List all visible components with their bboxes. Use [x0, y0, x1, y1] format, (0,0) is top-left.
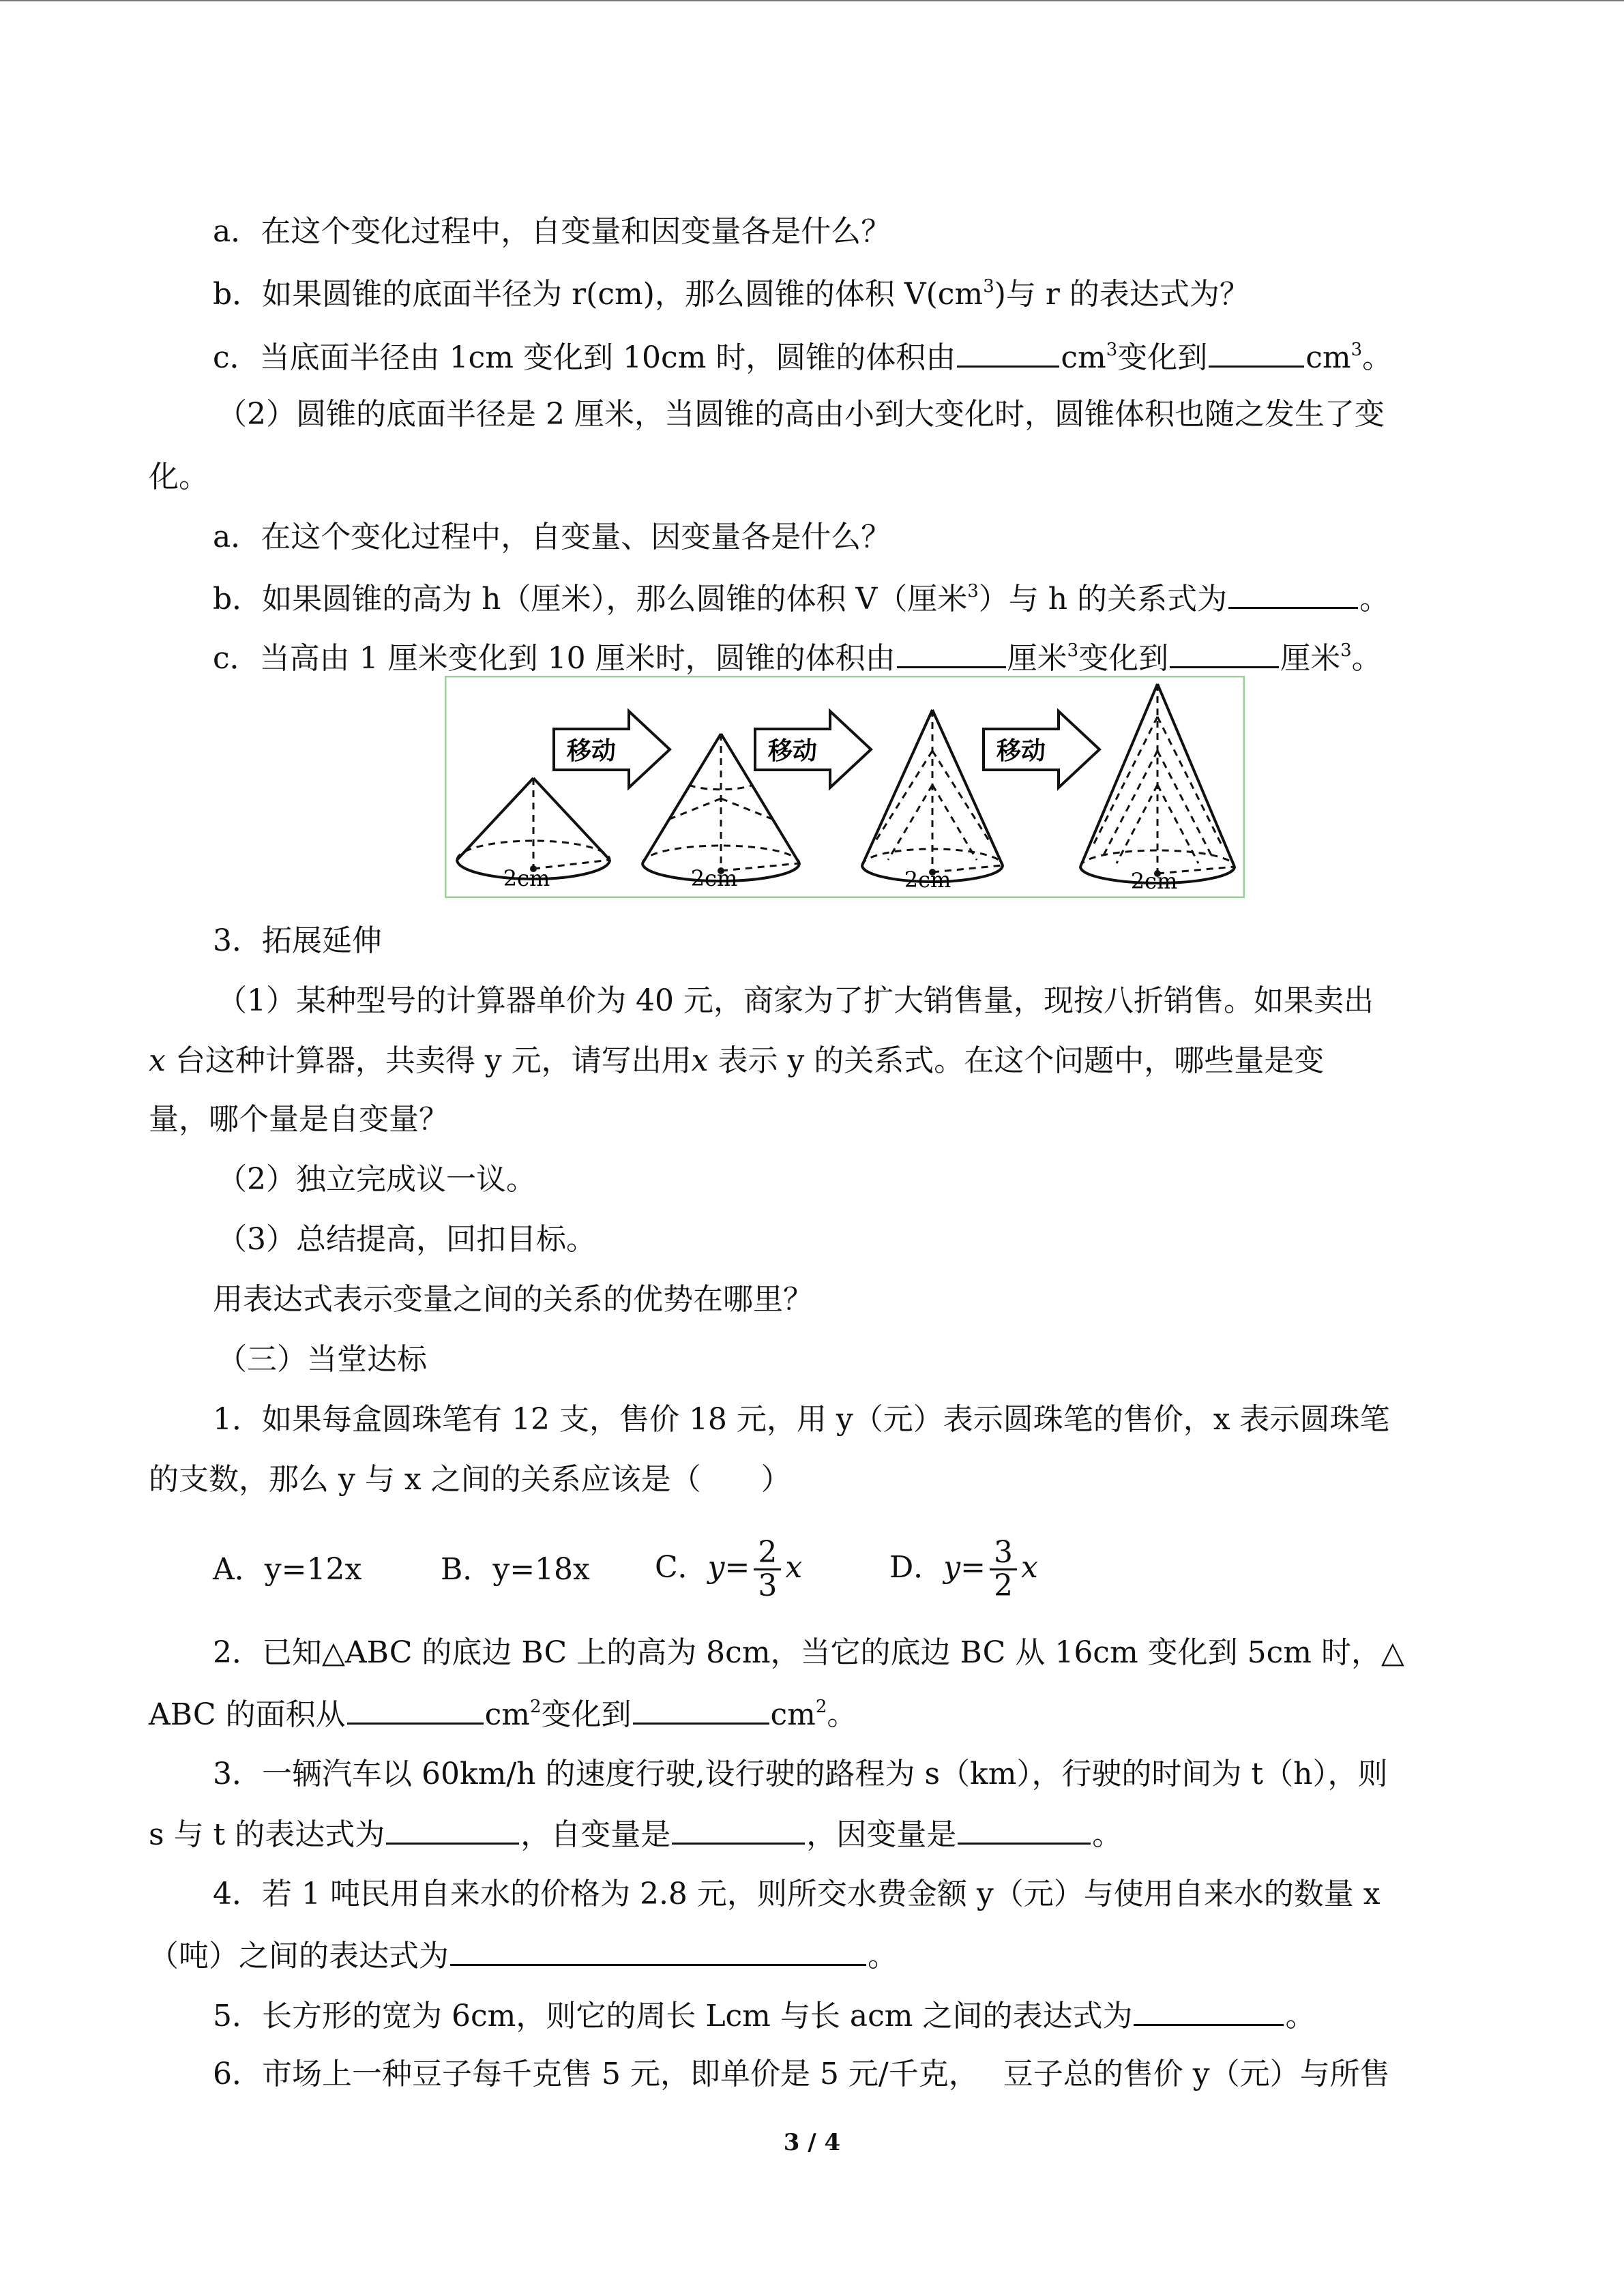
text-line — [213, 1634, 1404, 1672]
superscript: 3 — [1340, 640, 1352, 661]
text-line — [213, 578, 1389, 623]
option-b[interactable] — [441, 1551, 645, 1589]
text: cm — [1305, 340, 1351, 375]
text-line — [217, 1161, 536, 1199]
answer-blank[interactable] — [672, 1814, 805, 1845]
answer-blank[interactable] — [347, 1694, 484, 1725]
answer-blank[interactable] — [1228, 578, 1358, 609]
text: D． — [889, 1550, 944, 1585]
answer-blank[interactable] — [897, 638, 1006, 668]
text: cm — [484, 1697, 530, 1732]
arrow-label: 移动 — [996, 737, 1046, 765]
text: 用表达式表示变量之间的关系的优势在哪里？ — [213, 1282, 813, 1317]
text: cm — [770, 1697, 816, 1732]
text: cm — [1061, 340, 1106, 375]
answer-blank[interactable] — [1209, 337, 1304, 368]
answer-blank[interactable] — [386, 1814, 519, 1845]
text: 。 — [868, 1939, 898, 1973]
text: 。 — [827, 1697, 857, 1732]
text: （3）总结提高，回扣目标。 — [217, 1222, 596, 1257]
text: x — [149, 1043, 166, 1078]
text-line — [213, 213, 891, 251]
text: 变化到 — [541, 1697, 632, 1732]
text: 厘米 — [1007, 641, 1067, 676]
text-line — [149, 1042, 1324, 1080]
text: 变化到 — [1117, 340, 1208, 375]
radius-label: 2cm — [690, 865, 738, 891]
text-line — [213, 1755, 1387, 1793]
superscript: 2 — [529, 1697, 542, 1717]
text: （2）圆锥的底面半径是 2 厘米，当圆锥的高由小到大变化时，圆锥体积也随之发生了变 — [217, 397, 1385, 432]
text-line — [217, 1221, 596, 1259]
text: 量，哪个量是自变量？ — [149, 1102, 449, 1137]
text: （吨）之间的表达式为 — [149, 1939, 449, 1973]
page-number: 3 / 4 — [783, 2129, 841, 2156]
text-line — [213, 1875, 1381, 1913]
text: （1）某种型号的计算器单价为 40 元，商家为了扩大销售量，现按八折销售。如果卖出 — [217, 983, 1374, 1018]
superscript: 3 — [1106, 340, 1118, 360]
text-line — [213, 1281, 813, 1319]
superscript: 3 — [967, 581, 979, 601]
text: ，自变量是 — [520, 1817, 671, 1852]
superscript: 3 — [1350, 340, 1363, 360]
option-c[interactable] — [655, 1537, 880, 1602]
text: 厘米 — [1280, 641, 1341, 676]
radius-label: 2cm — [1130, 868, 1178, 894]
text: ，因变量是 — [806, 1817, 957, 1852]
figure-border — [445, 676, 1244, 897]
text-line — [149, 1935, 898, 1976]
answer-blank[interactable] — [1170, 638, 1279, 668]
text: 。 — [1359, 582, 1390, 616]
text: 4．若 1 吨民用自来水的价格为 2.8 元，则所交水费金额 y（元）与使用自来水的数量 x — [213, 1877, 1381, 1911]
answer-blank[interactable] — [1134, 1995, 1284, 2026]
text: x — [691, 1043, 709, 1078]
choice-options — [213, 1537, 1094, 1602]
arrow-label: 移动 — [767, 737, 818, 765]
text: 。 — [1351, 641, 1382, 676]
text: 。 — [1092, 1817, 1123, 1852]
text: x — [785, 1550, 803, 1585]
text: （三）当堂达标 — [217, 1342, 427, 1377]
superscript: 3 — [1067, 640, 1079, 661]
text: a．在这个变化过程中，自变量和因变量各是什么？ — [213, 214, 891, 249]
text: ）与 h 的关系式为 — [978, 582, 1228, 616]
section-heading — [217, 1341, 427, 1379]
text-line — [213, 337, 1392, 381]
text: 3．一辆汽车以 60km/h 的速度行驶,设行驶的路程为 s（km），行驶的时间为 t（h），则 — [213, 1757, 1388, 1791]
answer-blank[interactable] — [958, 1814, 1091, 1845]
radius-label: 2cm — [503, 865, 550, 891]
text: 。 — [1362, 340, 1393, 375]
text: b．如果圆锥的高为 h（厘米），那么圆锥的体积 V（厘米 — [213, 582, 968, 616]
section-heading — [213, 922, 382, 960]
radius-label: 2cm — [904, 867, 951, 893]
text: x — [1021, 1550, 1038, 1585]
fraction: $\frac{2}{3}$ — [754, 1537, 781, 1602]
cone-figure — [445, 676, 1245, 898]
answer-blank[interactable] — [633, 1694, 769, 1725]
text: s 与 t 的表达式为 — [149, 1817, 385, 1852]
text: ABC 的面积从 — [149, 1697, 346, 1732]
option-d[interactable] — [889, 1537, 1094, 1602]
arrow-label: 移动 — [566, 737, 617, 765]
text-line — [149, 1694, 857, 1738]
text: 。 — [1285, 1999, 1316, 2033]
text: A．y=12x — [213, 1551, 362, 1587]
text: 台这种计算器，共卖得 y 元，请写出用 — [165, 1043, 692, 1078]
answer-blank[interactable] — [450, 1935, 866, 1966]
text: 表示 y 的关系式。在这个问题中，哪些量是变 — [708, 1043, 1325, 1078]
text: y — [707, 1550, 725, 1585]
text-line — [149, 1461, 791, 1499]
text: 1．如果每盒圆珠笔有 12 支，售价 18 元，用 y（元）表示圆珠笔的售价，x 表示圆珠笔 — [213, 1402, 1390, 1437]
text: 5．长方形的宽为 6cm，则它的周长 Lcm 与长 acm 之间的表达式为 — [213, 1999, 1133, 2033]
superscript: 2 — [815, 1697, 827, 1717]
text-line — [149, 1814, 1122, 1854]
text: b．如果圆锥的底面半径为 r(cm)，那么圆锥的体积 V(cm — [213, 277, 984, 312]
text: 3．拓展延伸 — [213, 923, 382, 958]
text: )与 r 的表达式为？ — [994, 277, 1250, 312]
option-a[interactable] — [213, 1551, 431, 1589]
text: 2．已知△ABC 的底边 BC 上的高为 8cm，当它的底边 BC 从 16cm 变化到 5cm 时，△ — [213, 1635, 1404, 1670]
text-line — [217, 396, 1385, 434]
text-line — [149, 1101, 449, 1139]
text: y — [943, 1550, 961, 1585]
text: 化。 — [149, 460, 209, 494]
answer-blank[interactable] — [957, 337, 1059, 368]
text-line — [213, 1401, 1390, 1439]
text-line — [213, 275, 1250, 318]
text: B．y=18x — [441, 1551, 590, 1587]
text: 的支数，那么 y 与 x 之间的关系应该是（ ） — [149, 1462, 791, 1497]
text: c．当高由 1 厘米变化到 10 厘米时，圆锥的体积由 — [213, 641, 896, 676]
text: a．在这个变化过程中，自变量、因变量各是什么？ — [213, 520, 891, 554]
text-line — [213, 518, 891, 556]
text: = — [960, 1550, 986, 1585]
text: = — [724, 1550, 750, 1585]
text: （2）独立完成议一议。 — [217, 1162, 536, 1197]
text-line — [213, 2055, 1390, 2093]
superscript: 3 — [983, 276, 994, 297]
text: c．当底面半径由 1cm 变化到 10cm 时，圆锥的体积由 — [213, 340, 956, 375]
text: 6．市场上一种豆子每千克售 5 元，即单价是 5 元/千克， 豆子总的售价 y（元）与所售 — [213, 2057, 1390, 2091]
text: C． — [655, 1550, 708, 1585]
fraction: $\frac{3}{2}$ — [990, 1537, 1017, 1602]
text-line — [217, 982, 1374, 1020]
text: 变化到 — [1078, 641, 1169, 676]
top-border — [0, 0, 1624, 1]
text-line — [213, 1995, 1315, 2036]
text-line — [149, 458, 209, 496]
